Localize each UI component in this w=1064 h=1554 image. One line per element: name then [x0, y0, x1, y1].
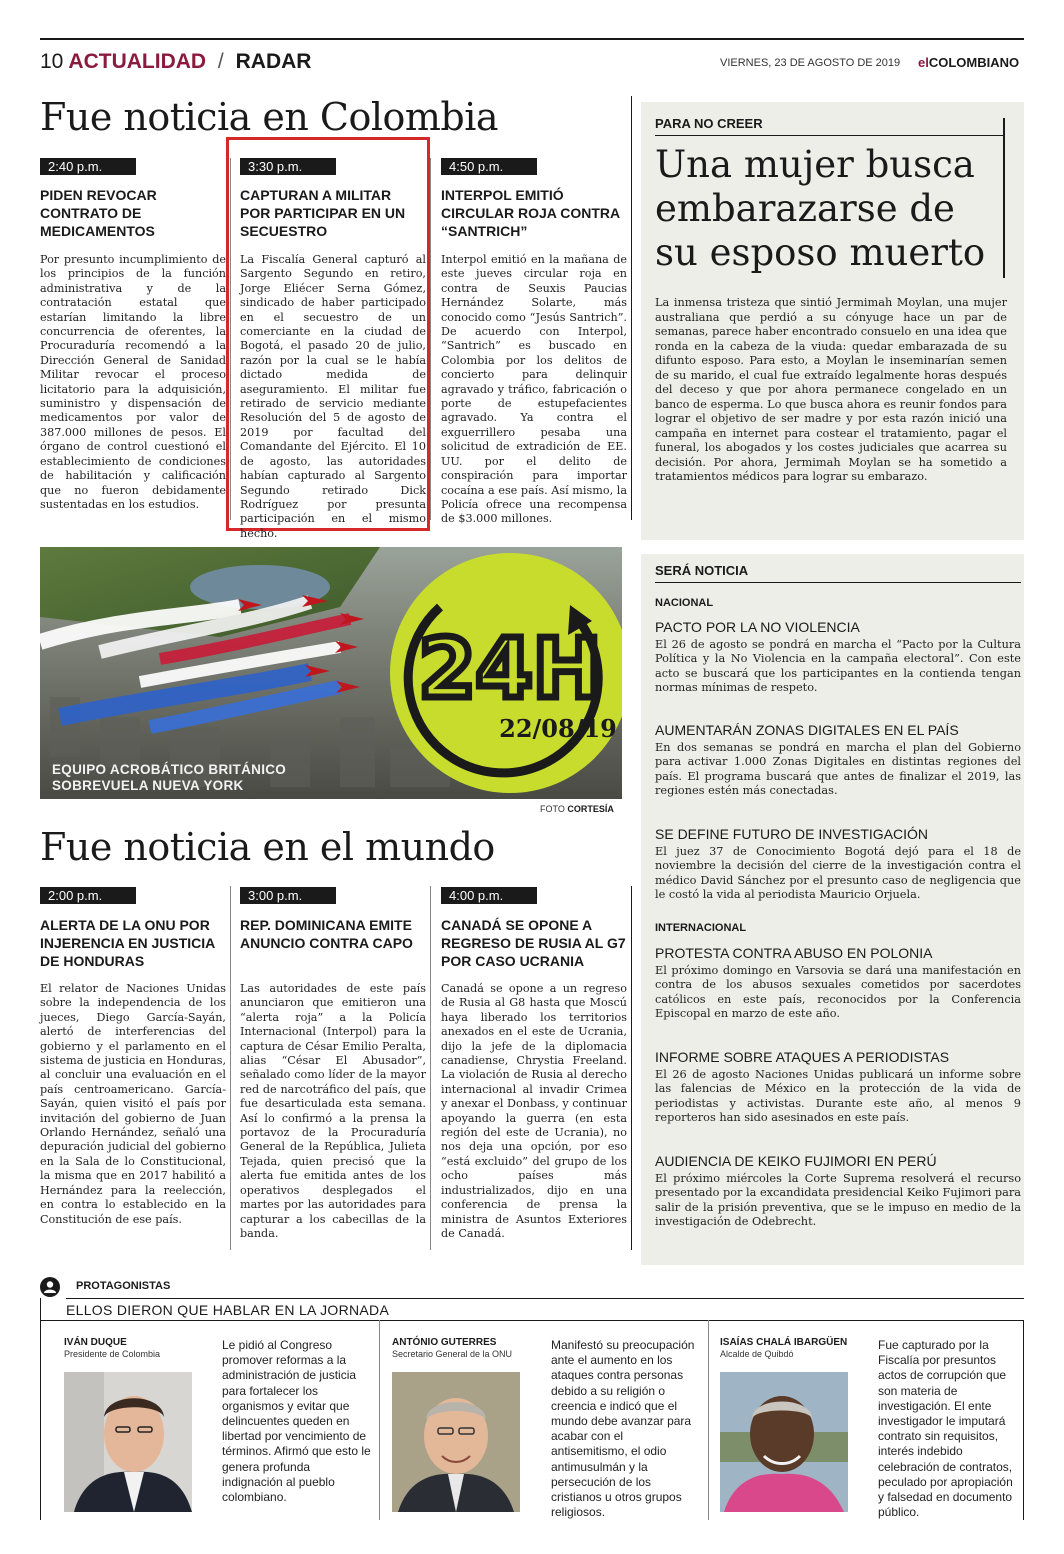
sera-noticia-headline: PACTO POR LA NO VIOLENCIA — [655, 619, 860, 635]
protagonist-name: ISAÍAS CHALÁ IBARGÜEN — [720, 1337, 848, 1348]
person-icon — [40, 1277, 60, 1297]
time-badge: 2:40 p.m. — [40, 158, 136, 175]
sera-noticia-body: En dos semanas se pondrá en marcha el plan del Gobierno para activar 1.000 Zonas Digitales en distintas regiones del país. El programa buscará que antes de finalizar el 2019, las regiones estén más conectadas. — [655, 741, 1021, 798]
time-badge: 3:00 p.m. — [240, 887, 336, 904]
sera-noticia-headline: SE DEFINE FUTURO DE INVESTIGACIÓN — [655, 826, 929, 842]
section-separator: / — [217, 50, 224, 73]
column-rule — [230, 886, 231, 1250]
column-rule — [430, 886, 431, 1250]
newspaper-logo: elCOLOMBIANO — [918, 55, 1020, 70]
time-badge: 4:50 p.m. — [441, 158, 537, 175]
page-number: 10 — [40, 50, 64, 73]
title-side-rule — [1003, 118, 1005, 278]
photo-caption: EQUIPO ACROBÁTICO BRITÁNICO SOBREVUELA NUEVA YORK — [52, 762, 287, 793]
protagonist-text: Le pidió al Congreso promover reformas a la administración de justicia para fortalecer los organismos y evitar que delincuentes queden en libertad por vencimiento de términos. Afirmó que esto le genera profunda indignación al pueblo colombiano. — [222, 1338, 371, 1505]
para-no-creer-title: Una mujer busca embarazarse de su esposo muerto — [655, 143, 986, 274]
para-no-creer-body: La inmensa tristeza que sintió Jermimah Moylan, una mujer australiana que perdió a su cónyuge hace un par de semanas, parece haber encontrado consuelo en una idea que ronda en la cabeza de la viuda: quedar embarazada de su difunto esposo. Para esto, a Moylan le inseminarían semen de su marido, el cual fue extraído legalmente horas después del deceso y que por ahora permanece congelado en un banco de esperma. Lo que busca ahora es reunir fondos para lograr el objetivo de ser madre y por esta razón inició una campaña en internet para costear el tratamiento, pagar el funeral, los abogados y los costes judiciales que acarrea su decisión. Por ahora, Jermimah Moylan se ha sometido a tratamientos médicos para lograr su embarazo. — [655, 296, 1007, 483]
colombia-title: Fue noticia en Colombia — [40, 95, 499, 139]
news-headline: CAPTURAN A MILITAR POR PARTICIPAR EN UN SECUESTRO — [240, 187, 406, 239]
issue-date: VIERNES, 23 DE AGOSTO DE 2019 — [720, 57, 901, 69]
sera-noticia-body: El juez 37 de Conocimiento Bogotá dejó para el 18 de noviembre la decisión del cierre de la investigación contra el médico David Sánchez por el presunto caso de negligencia que le costó la vida al periodista Mauricio Orjuela. — [655, 845, 1021, 902]
logo-24h: 24H — [418, 622, 602, 717]
logo-date: 22/08/19 — [499, 714, 617, 743]
protagonist-text: Fue capturado por la Fiscalía por presuntos actos de corrupción que son materia de investigación. El ente investigador le imputará contrato sin requisitos, interés indebido celebración de contratos, peculado por apropiación y falsedad en documento público. — [878, 1338, 1013, 1520]
news-body: La Fiscalía General capturó al Sargento Segundo en retiro, Jorge Eliécer Serna Gómez, sindicado de haber participado en el secuestro de un comerciante en la ciudad de Bogotá, el pasado 20 de julio, razón por la cual se le había dictado medida de aseguramiento. El militar fue retirado de servicio mediante Resolución del 5 de agosto de 2019 por facultad del Comandante del Ejército. El 10 de agosto, las autoridades habían capturado al Sargento Segundo retirado Dick Rodríguez por presunta participación en el mismo hecho. — [240, 253, 426, 540]
protagonist-role: Presidente de Colombia — [64, 1349, 161, 1359]
label-rule — [655, 582, 1021, 583]
column-rule — [631, 886, 632, 1250]
portrait-antonio-guterres — [392, 1372, 520, 1512]
news-body: Por presunto incumplimiento de los principios de la función administrativa y de la contratación estatal que estarían limitando la libre concurrencia de oferentes, la Procuraduría recomendó a la Dirección General de Sanidad Militar revocar el proceso licitatorio para la adquisición, suministro y dispensación de medicamentos por valor de 387.000 millones de pesos. El órgano de control cuestionó el establecimiento de condiciones de habilitación y calificación que no fueron debidamente sustentadas en los estudios. — [40, 253, 226, 511]
mundo-title: Fue noticia en el mundo — [40, 825, 495, 869]
photo-credit: FOTO CORTESÍA — [540, 804, 614, 814]
internacional-label: INTERNACIONAL — [655, 922, 747, 934]
news-body: Las autoridades de este país anunciaron que emitieron una “alerta roja” a la Policía Internacional (Interpol) para la captura de César Emilio Peralta, alias “César El Abusador”, señalado como líder de la mayor red de narcotráfico del país, que fue desarticulada esta semana. Así lo confirmó a la prensa la portavoz de la Procuraduría General de la República, Julieta Tejada, quien precisó que la alerta fue emitida antes de los operativos desplegados el martes por las autoridades para capturar a los cabecillas de la banda. — [240, 982, 426, 1240]
protagonistas-rule — [40, 1320, 1024, 1321]
protagonist-role: Secretario General de la ONU — [392, 1349, 513, 1359]
time-badge: 2:00 p.m. — [40, 887, 136, 904]
column-rule — [430, 158, 431, 520]
protagonist-name: ANTÓNIO GUTERRES — [392, 1337, 497, 1348]
column-rule — [708, 1320, 709, 1520]
protagonistas-left-rule — [40, 1298, 41, 1520]
column-rule — [631, 96, 632, 520]
sera-noticia-headline: PROTESTA CONTRA ABUSO EN POLONIA — [655, 945, 933, 961]
news-headline: ALERTA DE LA ONU POR INJERENCIA EN JUSTICIA DE HONDURAS — [40, 917, 215, 969]
column-rule — [230, 158, 231, 520]
column-rule — [379, 1320, 380, 1520]
protagonistas-subtitle: ELLOS DIERON QUE HABLAR EN LA JORNADA — [66, 1302, 390, 1318]
portrait-ivan-duque — [64, 1372, 192, 1512]
sera-noticia-body: El próximo miércoles la Corte Suprema resolverá el recurso presentado por la excandidata presidencial Keiko Fujimori para salir de la prisión preventiva, que se le impuso en medio de la investigación de Odebrecht. — [655, 1172, 1021, 1229]
section-name: ACTUALIDAD — [68, 50, 207, 73]
para-no-creer-label: PARA NO CREER — [655, 116, 763, 131]
news-body: Canadá se opone a un regreso de Rusia al G8 hasta que Moscú haya liberado los territorios anexados en el este de Ucrania, dijo la jefe de la diplomacia canadiense, Chrystia Freeland. La violación de Rusia al derecho internacional al invadir Crimea y anexar el Donbass, y continuar apoyando la guerra (en esta región del este de Ucrania), no nos deja una opción, por eso “está excluido” del grupo de los ocho países más industrializados, dijo en una conferencia de prensa la ministra de Asuntos Exteriores de Canadá. — [441, 982, 627, 1240]
top-rule — [40, 38, 1024, 40]
section-header — [40, 50, 311, 74]
protagonistas-label: PROTAGONISTAS — [76, 1280, 171, 1292]
protagonist-role: Alcalde de Quibdó — [720, 1349, 794, 1359]
sera-noticia-headline: AUMENTARÁN ZONAS DIGITALES EN EL PAÍS — [655, 722, 959, 738]
portrait-isaias-chala — [720, 1372, 848, 1512]
sera-noticia-body: El 26 de agosto se pondrá en marcha el “Pacto por la Cultura Política y la No Violencia en la campaña electoral”. Con este acto se buscará que los participantes en la contienda tengan normas mínimas de respeto. — [655, 638, 1021, 695]
nacional-label: NACIONAL — [655, 597, 714, 609]
sera-noticia-body: El 26 de agosto Naciones Unidas publicará un informe sobre las falencias de México en la protección de la vida de periodistas y activistas. Durante este año, al menos 9 reporteros han sido asesinados en este país. — [655, 1068, 1021, 1125]
news-body: Interpol emitió en la mañana de este jueves circular roja en contra de Seuxis Paucias Hernández Solarte, más conocido como “Jesús Santrich”. De acuerdo con Interpol, “Santrich” es buscado en Colombia por los delitos de concierto para delinquir agravado y tráfico, fabricación o porte de estupefacientes agravado. Ya contra el exguerrillero pesaba una solicitud de extradición de EE. UU. por el delito de conspiración para importar cocaína a ese país. Así mismo, la Policía ofrece una recompensa de $3.000 millones. — [441, 253, 627, 526]
news-headline: PIDEN REVOCAR CONTRATO DE MEDICAMENTOS — [40, 187, 157, 239]
time-badge: 4:00 p.m. — [441, 887, 537, 904]
sera-noticia-headline: INFORME SOBRE ATAQUES A PERIODISTAS — [655, 1049, 950, 1065]
sera-noticia-headline: AUDIENCIA DE KEIKO FUJIMORI EN PERÚ — [655, 1153, 937, 1169]
protagonistas-right-rule — [1023, 1320, 1024, 1520]
time-badge: 3:30 p.m. — [240, 158, 336, 175]
protagonist-name: IVÁN DUQUE — [64, 1337, 127, 1348]
protagonist-text: Manifestó su preocupación ante el aumento en los ataques contra personas debido a su religión o creencia e indicó que el mundo debe avanzar para acabar con el antisemitismo, el odio antimusulmán y la persecución de los cristianos u otros grupos religiosos. — [551, 1338, 695, 1520]
news-headline: REP. DOMINICANA EMITE ANUNCIO CONTRA CAPO — [240, 917, 413, 951]
protagonistas-rule — [66, 1298, 1024, 1299]
news-headline: INTERPOL EMITIÓ CIRCULAR ROJA CONTRA “SANTRICH” — [441, 187, 620, 239]
sera-noticia-body: El próximo domingo en Varsovia se dará una manifestación en contra de los abusos sexuales cometidos por sacerdotes católicos en este país, reconocidos por la Conferencia Episcopal en marzo de este año. — [655, 964, 1021, 1021]
subsection-name: RADAR — [235, 50, 312, 73]
sera-noticia-label: SERÁ NOTICIA — [655, 563, 749, 578]
label-rule — [655, 135, 1003, 136]
news-body: El relator de Naciones Unidas sobre la independencia de los jueces, Diego García-Sayán, alertó de interferencias del gobierno y el parlamento en el sistema de justicia en Honduras, al concluir una evaluación en el país centroamericano. García-Sayán, quien visitó el país por invitación del gobierno de Juan Orlando Hernández, señaló una depuración judicial del gobierno en la Sala de lo Constitucional, la misma que en 2017 habilitó a Hernández para la reelección, en contra lo establecido en la Constitución de ese país. — [40, 982, 226, 1226]
news-headline: CANADÁ SE OPONE A REGRESO DE RUSIA AL G7 POR CASO UCRANIA — [441, 917, 626, 969]
